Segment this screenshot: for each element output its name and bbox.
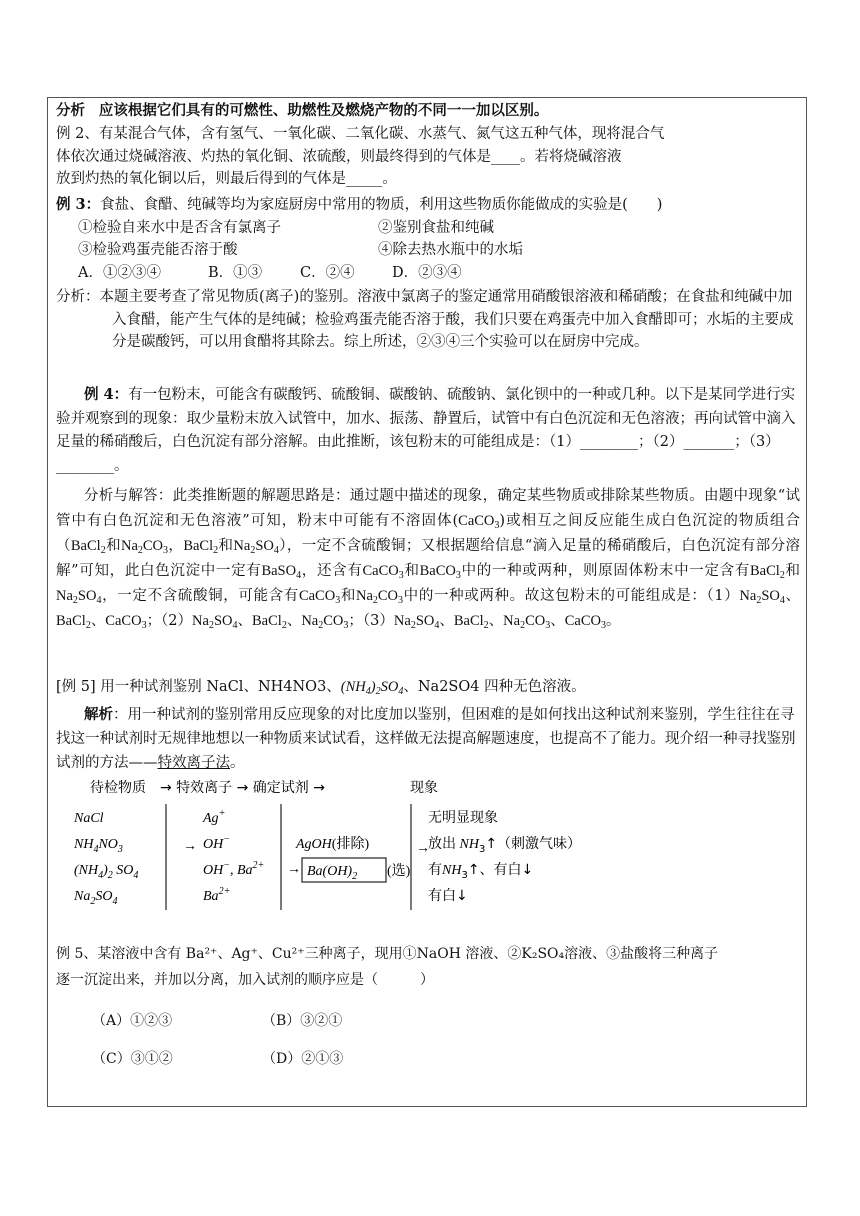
example-3-item-1: ①检验自来水中是否含有氯离子 [78,219,281,236]
example-5a-text-after: 、Na2SO4 四种无色溶液。 [403,679,586,695]
example-4-answer: 分析与解答：此类推断题的解题思路是：通过题中描述的现象，确定某些物质或排除某些物质。由题中现象“试管中有白色沉淀和无色溶液”可知，粉末中可能有不溶固体(CaCO$_3$)或相互之间反应能生成白色沉淀的物质组合（BaCl$_2$和$Na_2CO_3$，BaCl$_2$和$Na_2SO_4$），一定不含硫酸铜；又根据题给信息“滴入足量的稀硝酸后，白色沉淀有部分溶解”可知，此白色沉淀中一定有BaSO$_4$，还含有CaCO$_3$和BaCO$_3$中的一种或两种，则原固体粉末中一定含有BaCl$_2$和$Na_2SO_4$，一定不含硫酸铜，可能含有CaCO$_3$和$Na_2CO_3$中的一种或两种。故这包粉末的可能组成是：$(1)Na_2SO_4$、BaCl$_2$、CaCO$_3$；$(2)Na_2SO_4$、BaCl$_2$、$Na_2CO_3$；$(3)Na_2SO_4$、BaCl$_2$、$Na_2CO_3$、CaCO$_3$。 [56,488,801,631]
example-3-items-row-1 [56,217,800,240]
phenomenon-na2so4: 有白↓ [428,888,468,904]
example-2-line-1: 例 2、有某混合气体，含有氢气、一氧化碳、二氧化碳、水蒸气、氮气这五种气体，现将混合气 [56,126,665,142]
example-5b-line-2: 逐一沉淀出来，并加以分离，加入试剂的顺序应是（ ） [56,972,434,988]
svg-text:AgOH(排除): AgOH(排除) [296,837,370,852]
example-3-question-line [56,194,800,217]
svg-text:放出 NH3↑（刺激气味）: 放出 $NH_3↑$（刺激气味） [428,836,582,855]
example-5b-line-1: 例 5、某溶液中含有 Ba²⁺、Ag⁺、Cu²⁺三种离子，现用①NaOH 溶液、②K₂SO₄溶液、③盐酸将三种离子 [56,946,719,962]
example-5a-text-before: 用一种试剂鉴别 NaCl、NH4NO3、 [100,679,341,695]
diagram-ions [183,808,264,904]
svg-text:OH−, Ba2+: OH−, $Ba^{2+}$ [203,860,265,878]
analysis-1 [56,100,800,123]
reagent-excluded-note: (排除) [331,837,370,852]
example-3-label: 例 3： [56,196,101,213]
diagram-header-phenomena: 现象 [410,780,438,796]
svg-text:(NH4)2 SO4: $(NH_4)_2$ $SO_4$ [74,863,139,881]
example-3 [56,194,800,354]
phenomenon-nacl: 无明显现象 [428,810,498,826]
example-3-question: 食盐、食醋、纯碱等均为家庭厨房中常用的物质，利用这些物质你能做成的实验是( ) [100,197,663,213]
svg-text:NaCl: NaCl [74,811,104,826]
example-5b-choice-a: （A）①②③ [92,1013,173,1029]
example-5b-choice-c: （C）③①② [92,1051,173,1067]
svg-text:OH−: OH− [203,834,230,852]
example-5a-solution-label: 解析 [84,706,113,723]
analysis-1-text: 应该根据它们具有的可燃性、助燃性及燃烧产物的不同一一加以区别。 [98,102,549,119]
example-3-choice-a: A．①②③④ [78,264,161,281]
svg-text:→: → [183,839,197,854]
svg-text:→: → [416,841,430,856]
svg-text:Ba2+: $Ba^{2+}$ [203,886,231,904]
example-3-item-3: ③检验鸡蛋壳能否溶于酸 [78,242,238,258]
example-3-choice-d: D．②③④ [392,264,462,281]
example-5a-method-end: 。 [230,755,245,771]
diagram-header-substances: 待检物质 [90,780,146,796]
example-5b-choices [56,1008,800,1072]
example-3-item-2: ②鉴别食盐和纯碱 [378,219,494,236]
svg-text:NH4NO3: $NH_4NO_3$ [74,837,123,855]
example-5a-method: 特效离子法 [157,755,230,771]
example-3-item-4: ④除去热水瓶中的水垢 [378,242,523,258]
phenomenon-nh42so4-suffix: ↑、有白↓ [467,862,534,878]
reagent-chosen-note: (选) [387,864,411,879]
example-5b-choices-row-1 [56,1008,800,1034]
example-3-items-row-2 [56,239,800,262]
example-5b-choice-d: （D）②①③ [262,1051,344,1067]
svg-text:Na2SO4: $Na_2SO_4$ [74,889,118,907]
example-3-choice-b: B．①③ [208,264,263,281]
svg-text:→: → [287,862,301,877]
example-5b [56,941,800,993]
svg-text:有NH3↑、有白↓: 有$NH_3↑$、有白↓ [428,862,534,881]
diagram-substances [73,811,138,907]
svg-text:Ag+: Ag+ [203,808,226,826]
example-5a-label: [例 5] [56,679,96,695]
example-5a-solution [56,703,800,775]
example-2-line-3: 放到灼热的氧化铜以后，则最后得到的气体是_____。 [56,171,397,187]
example-5b-choice-b: （B）③②① [262,1013,343,1029]
example-4-text: 有一包粉末，可能含有碳酸钙、硫酸铜、碳酸钠、硫酸钠、氯化钡中的一种或几种。以下是某同学进行实验并观察到的现象：取少量粉末放入试管中，加水、振荡、静置后，试管中有白色沉淀和无色溶液；再向试管中滴入足量的稀硝酸后，白色沉淀有部分溶解。由此推断，该包粉末的可能组成是：（1）________；（2）_______；（3）________。 [56,387,796,474]
example-2 [56,123,800,191]
ammonium-sulfate-formula: $(NH_4)_2SO_4$ [340,679,404,697]
phenomenon-nh42so4-prefix: 有 [428,862,442,878]
phenomenon-nh4no3-suffix: ↑（刺激气味） [485,836,582,852]
diagram-header-arrows: → 特效离子 → 确定试剂 → [160,780,325,796]
diagram-reagents [287,835,411,882]
example-3-choices [56,262,800,285]
phenomenon-nh4no3-prefix: 放出 [428,836,456,852]
example-3-analysis: 分析：本题主要考查了常见物质(离子)的鉴别。溶液中氯离子的鉴定通常用硝酸银溶液和稀硝酸；在食盐和纯碱中加入食醋，能产生气体的是纯碱；检验鸡蛋壳能否溶于酸，我们只要在鸡蛋壳中加入食醋即可；水垢的主要成分是碳酸钙，可以用食醋将其除去。综上所述，②③④三个实验可以在厨房中完成。 [56,289,794,350]
example-2-line-2: 体依次通过烧碱溶液、灼热的氧化铜、浓硫酸，则最终得到的气体是____。若将烧碱溶液 [56,148,622,165]
example-5a-solution-text: ：用一种试剂的鉴别常用反应现象的对比度加以鉴别，但困难的是如何找出这种试剂来鉴别，学生往往在寻找这一种试剂时无规律地想以一种物质来试试看，这样做无法提高解题速度，也提高不了能力。现介绍一种寻找鉴别试剂的方法—— [56,707,796,771]
svg-text:Ba(OH)2: $Ba(OH)_2$ [307,864,358,882]
reagent-identification-diagram [60,772,620,922]
example-5b-choices-row-2 [56,1046,800,1072]
analysis-1-label: 分析 [56,102,85,119]
example-5a-question [56,676,800,699]
example-4-label: 例 4： [84,386,129,403]
diagram-phenomena [416,810,581,904]
example-3-choice-c: C．②④ [300,264,355,281]
example-4 [56,383,800,478]
